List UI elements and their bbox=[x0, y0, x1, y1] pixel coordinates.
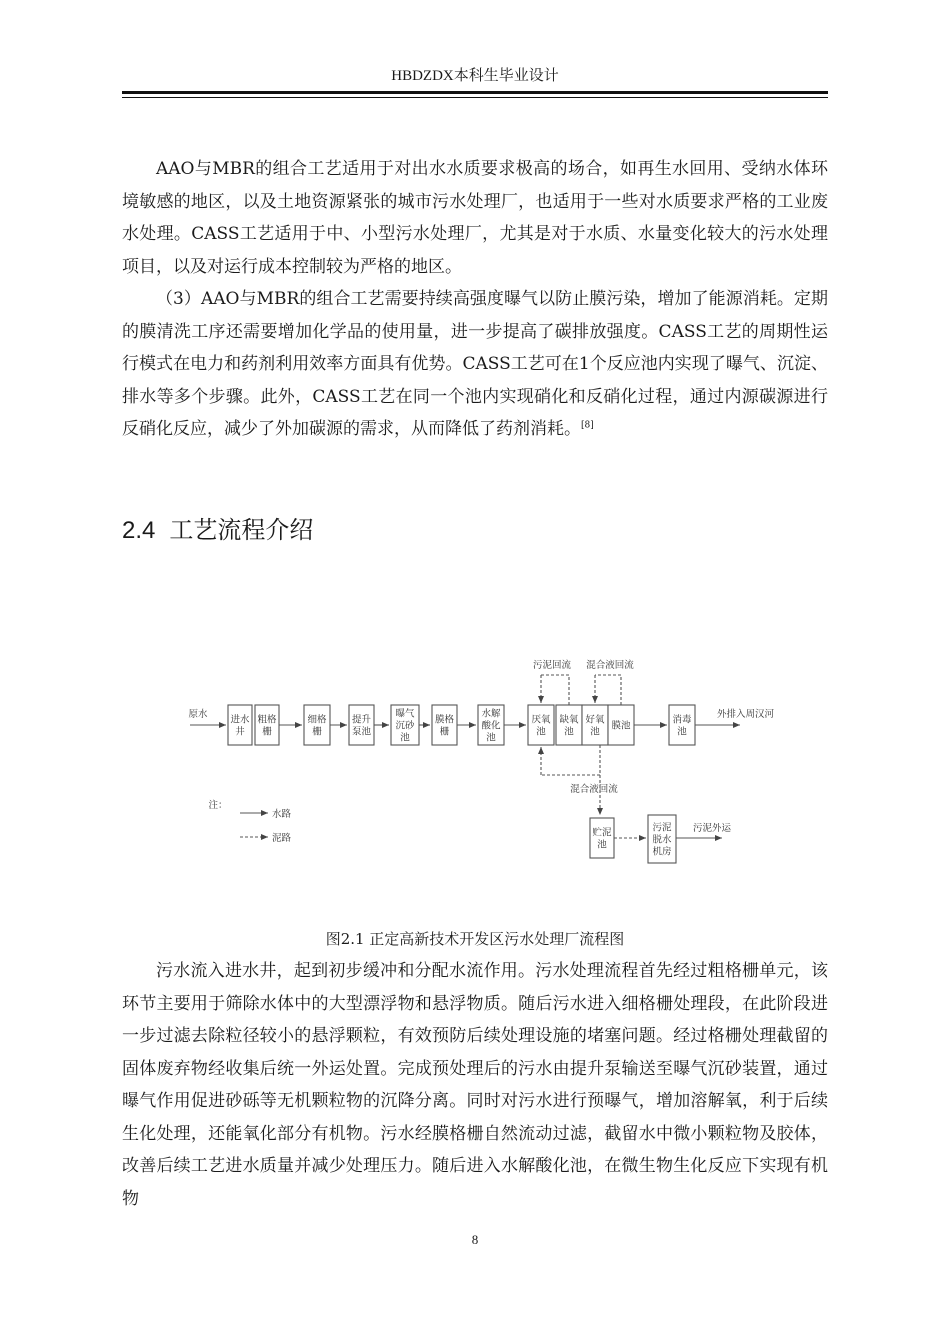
unit-4-label: 池 bbox=[400, 732, 410, 744]
inlet-label: 原水 bbox=[188, 709, 208, 720]
unit-7-label: 池 bbox=[536, 726, 546, 738]
unit-4-label: 沉砂 bbox=[395, 720, 415, 732]
unit-7-label: 厌氧 bbox=[531, 714, 551, 726]
page-header: HBDZDX本科生毕业设计 bbox=[391, 68, 559, 84]
section-number: 2.4 bbox=[122, 517, 156, 544]
unit-11-label: 消毒 bbox=[672, 714, 692, 726]
unit-8-label: 缺氧 bbox=[559, 714, 579, 726]
citation-ref: [8] bbox=[581, 420, 594, 431]
paragraph-3-text: 污水流入进水井，起到初步缓冲和分配水流作用。污水处理流程首先经过粗格栅单元，该环节主要用于筛除水体中的大型漂浮物和悬浮物质。随后污水进入细格栅处理段，在此阶段进一步过滤去除粒径较小的悬浮颗粒，有效预防后续处理设施的堵塞问题。经过格栅处理截留的固体废弃物经收集后统一外运处置。完成预处理后的污水由提升泵输送至曝气沉砂装置，通过曝气作用促进砂砾等无机颗粒物的沉降分离。同时对污水进行预曝气，增加溶解氧，利于后续生化处理，还能氧化部分有机物。污水经膜格栅自然流动过滤，截留水中微小颗粒物及胶体，改善后续工艺进水质量并减少处理压力。随后进入水解酸化池，在微生物生化反应下实现有机物 bbox=[122, 961, 828, 1209]
unit-5-label: 栅 bbox=[439, 726, 450, 738]
figure-caption: 图2.1 正定高新技术开发区污水处理厂流程图 bbox=[325, 930, 625, 948]
dewater-room-label: 机房 bbox=[652, 846, 672, 858]
sludge-return-label: 污泥回流 bbox=[532, 660, 572, 671]
unit-9-label: 好氧 bbox=[585, 714, 605, 726]
sludge-tank-label: 池 bbox=[597, 839, 607, 851]
section-title: 工艺流程介绍 bbox=[169, 516, 314, 544]
outlet-label: 外排入周汉河 bbox=[717, 709, 775, 720]
unit-11-label: 池 bbox=[677, 726, 687, 738]
unit-0-label: 进水 bbox=[230, 714, 250, 726]
unit-3-label: 提升 bbox=[351, 714, 372, 726]
unit-1-label: 粗格 bbox=[257, 714, 277, 726]
unit-6-label: 池 bbox=[486, 732, 496, 744]
paragraph-3 bbox=[122, 955, 828, 1215]
paragraph-2 bbox=[122, 283, 828, 446]
unit-6-label: 水解 bbox=[481, 708, 501, 720]
unit-3-label: 泵池 bbox=[351, 726, 372, 738]
unit-1-label: 栅 bbox=[262, 726, 272, 738]
legend-water-label: 水路 bbox=[272, 809, 292, 820]
flowchart-figure bbox=[180, 650, 780, 880]
paragraph-1-text: AAO与MBR的组合工艺适用于对出水水质要求极高的场合，如再生水回用、受纳水体环境敏感的地区，以及土地资源紧张的城市污水处理厂，也适用于一些对水质要求严格的工业废水处理。CASS工艺适用于中、小型污水处理厂，尤其是对于水质、水量变化较大的污水处理项目，以及对运行成本控制较为严格的地区。 bbox=[122, 159, 828, 277]
unit-5-label: 膜格 bbox=[434, 714, 455, 726]
paragraph-2-prefix: （3） bbox=[156, 289, 201, 309]
legend-title: 注： bbox=[208, 800, 228, 811]
section-heading bbox=[122, 510, 313, 545]
mixed-return-bottom-label: 混合液回流 bbox=[570, 784, 618, 795]
flowchart-svg bbox=[180, 650, 780, 880]
unit-2-label: 细格 bbox=[307, 714, 327, 726]
header-rule-thick bbox=[122, 91, 828, 94]
sludge-tank-label: 贮泥 bbox=[592, 827, 612, 839]
unit-8-label: 池 bbox=[564, 726, 574, 738]
unit-10-label: 膜池 bbox=[611, 720, 631, 732]
unit-9-label: 池 bbox=[590, 726, 600, 738]
unit-0-label: 井 bbox=[235, 726, 245, 738]
unit-4-label: 曝气 bbox=[395, 708, 415, 720]
paragraph-1 bbox=[122, 153, 828, 283]
unit-2-label: 栅 bbox=[312, 726, 322, 738]
page-number: 8 bbox=[471, 1232, 479, 1247]
dewater-room-label: 污泥 bbox=[652, 822, 672, 834]
sludge-out-label: 污泥外运 bbox=[693, 823, 732, 834]
legend-sludge-label: 泥路 bbox=[272, 833, 292, 844]
unit-6-label: 酸化 bbox=[481, 720, 501, 732]
paragraph-2-text: AAO与MBR的组合工艺需要持续高强度曝气以防止膜污染，增加了能源消耗。定期的膜清洗工序还需要增加化学品的使用量，进一步提高了碳排放强度。CASS工艺的周期性运行模式在电力和药剂利用效率方面具有优势。CASS工艺可在1个反应池内实现了曝气、沉淀、排水等多个步骤。此外，CASS工艺在同一个池内实现硝化和反硝化过程，通过内源碳源进行反硝化反应，减少了外加碳源的需求，从而降低了药剂消耗。 bbox=[122, 289, 828, 439]
dewater-room-label: 脱水 bbox=[652, 834, 672, 846]
mixed-return-top-label: 混合液回流 bbox=[586, 660, 634, 671]
header-rule-thin bbox=[122, 97, 828, 98]
